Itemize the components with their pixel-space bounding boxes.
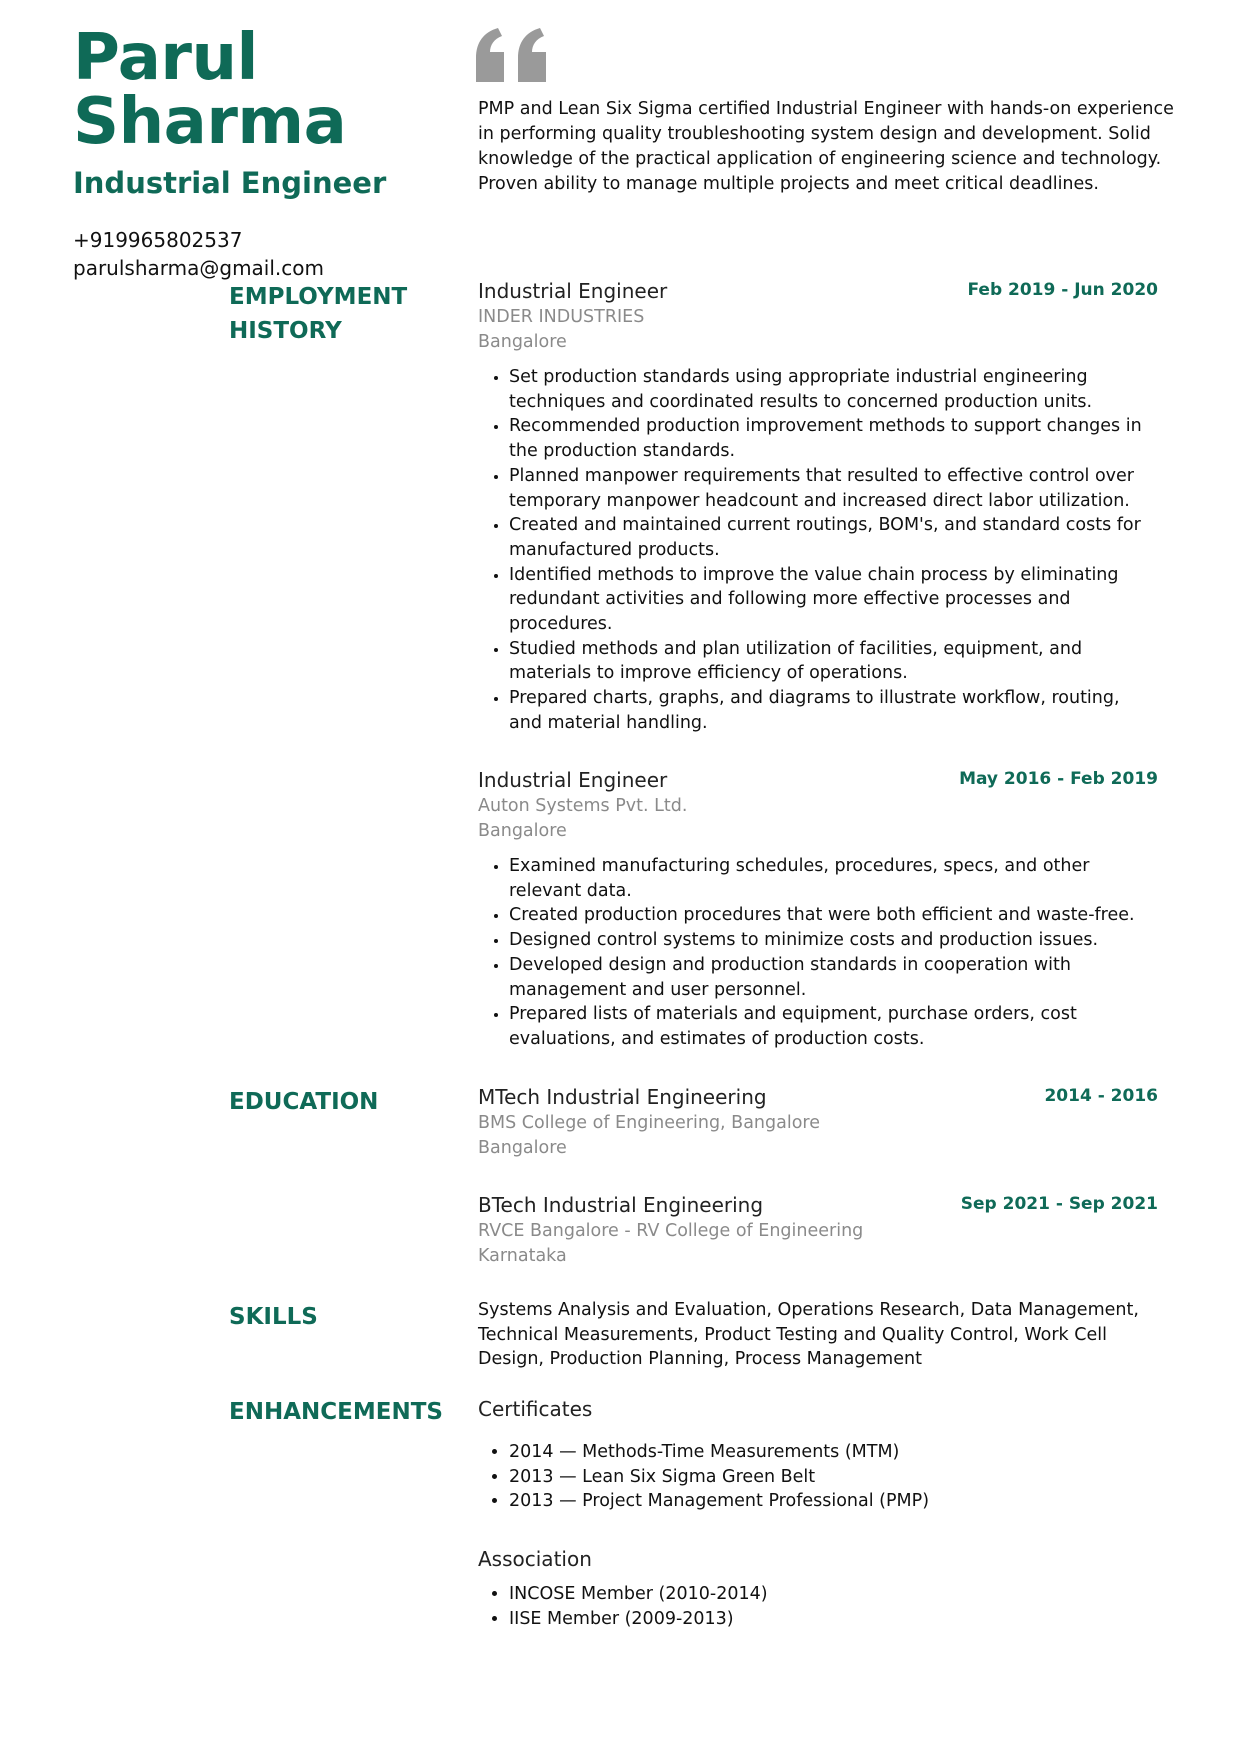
job-responsibilities (478, 365, 1158, 736)
job-dates: Feb 2019 - Jun 2020 (967, 280, 1158, 300)
employment-entry (478, 277, 1158, 736)
list-item: • Created production procedures that were both efficient and waste-free. (509, 903, 1158, 928)
candidate-name (73, 21, 433, 159)
last-name: Sharma (73, 85, 347, 159)
list-item: • 2014 — Methods-Time Measurements (MTM) (509, 1440, 1199, 1465)
skills-list: Systems Analysis and Evaluation, Operations Research, Data Management, Technical Measurements, Product Testing and Quality Control, Work Cell Design, Production Planning, Process Management (478, 1300, 1139, 1370)
job-responsibilities (478, 854, 1158, 1052)
degree-title: MTech Industrial Engineering (478, 1085, 767, 1109)
certificates-heading: Certificates (478, 1397, 593, 1421)
section-title-enhancements: ENHANCEMENTS (229, 1399, 443, 1425)
degree-title: BTech Industrial Engineering (478, 1193, 764, 1217)
association-heading: Association (478, 1547, 592, 1571)
section-title-skills: SKILLS (229, 1304, 318, 1330)
list-item: • IISE Member (2009-2013) (509, 1607, 1199, 1632)
school-name: BMS College of Engineering, Bangalore (478, 1113, 820, 1133)
contact-block (73, 226, 324, 282)
section-title-education: EDUCATION (229, 1089, 379, 1115)
association-list (478, 1582, 1199, 1631)
job-location: Bangalore (478, 332, 567, 352)
first-name: Parul (73, 21, 258, 95)
list-item: • 2013 — Project Management Professional (PMP) (509, 1489, 1199, 1514)
list-item: • Examined manufacturing schedules, procedures, specs, and other relevant data. (509, 854, 1158, 903)
list-item: • Developed design and production standards in cooperation with management and user personnel. (509, 953, 1158, 1002)
education-entry (478, 1191, 1158, 1269)
job-dates: May 2016 - Feb 2019 (959, 769, 1158, 789)
list-item: • 2013 — Lean Six Sigma Green Belt (509, 1465, 1199, 1490)
education-entry (478, 1083, 1158, 1161)
list-item: • Prepared charts, graphs, and diagrams to illustrate workflow, routing, and material handling. (509, 686, 1158, 735)
list-item: • Identified methods to improve the value chain process by eliminating redundant activities and following more effective processes and procedures. (509, 563, 1158, 637)
list-item: • Set production standards using appropriate industrial engineering techniques and coordinated results to concerned production units. (509, 365, 1158, 414)
school-location: Bangalore (478, 1138, 567, 1158)
list-item: • Created and maintained current routings, BOM's, and standard costs for manufactured products. (509, 513, 1158, 562)
email-address: parulsharma@gmail.com (73, 256, 324, 280)
job-title: Industrial Engineer (478, 768, 668, 792)
list-item: • Planned manpower requirements that resulted to effective control over temporary manpower headcount and increased direct labor utilization. (509, 464, 1158, 513)
profile-summary: PMP and Lean Six Sigma certified Industrial Engineer with hands-on experience in performing quality troubleshooting system design and development. Solid knowledge of the practical application of engineering science and technology. Proven ability to manage multiple projects and meet critical deadlines. (478, 99, 1174, 194)
candidate-role: Industrial Engineer (73, 166, 387, 200)
company-name: Auton Systems Pvt. Ltd. (478, 796, 688, 816)
list-item: • Recommended production improvement methods to support changes in the production standards. (509, 414, 1158, 463)
list-item: • Prepared lists of materials and equipment, purchase orders, cost evaluations, and estimates of production costs. (509, 1002, 1158, 1051)
education-dates: 2014 - 2016 (1044, 1086, 1158, 1106)
job-title: Industrial Engineer (478, 279, 668, 303)
section-title-employment: EMPLOYMENT HISTORY (229, 284, 408, 344)
education-dates: Sep 2021 - Sep 2021 (960, 1194, 1158, 1214)
quote-icon (474, 28, 550, 84)
list-item: • INCOSE Member (2010-2014) (509, 1582, 1199, 1607)
list-item: • Designed control systems to minimize costs and production issues. (509, 928, 1158, 953)
phone-number: +919965802537 (73, 228, 243, 252)
job-location: Bangalore (478, 821, 567, 841)
list-item: • Studied methods and plan utilization of facilities, equipment, and materials to improve efficiency of operations. (509, 637, 1158, 686)
certificates-list (478, 1440, 1199, 1514)
school-location: Karnataka (478, 1246, 567, 1266)
school-name: RVCE Bangalore - RV College of Engineering (478, 1221, 864, 1241)
employment-entry (478, 766, 1158, 1052)
company-name: INDER INDUSTRIES (478, 307, 645, 327)
